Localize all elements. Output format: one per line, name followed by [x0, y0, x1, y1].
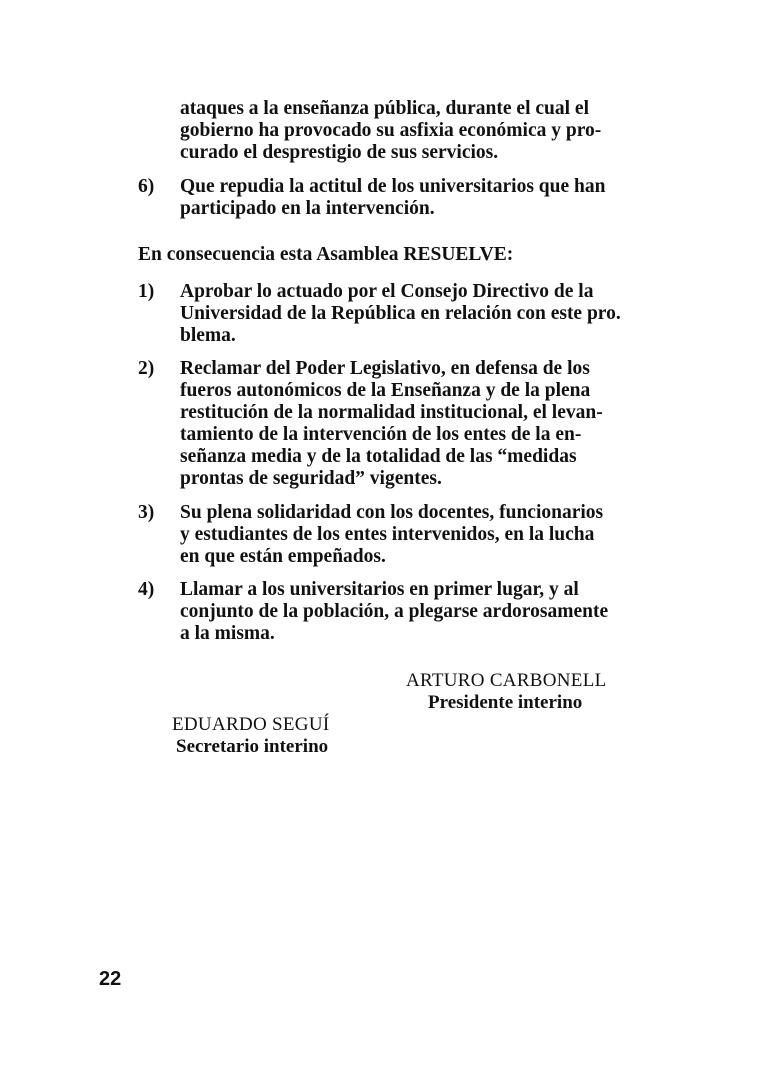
item-body	[180, 281, 661, 347]
text-line: blema.	[180, 325, 236, 346]
continuation-paragraph	[180, 98, 661, 164]
text-line: Universidad de la República en relación con este pro.	[180, 303, 621, 324]
text-line: Llamar a los universitarios en primer lugar, y al	[180, 579, 579, 600]
resolution-2	[138, 358, 661, 490]
secretary-role: Secretario interino	[176, 736, 329, 757]
item-body	[180, 176, 661, 220]
president-name: ARTURO CARBONELL	[406, 670, 607, 691]
text-line: Aprobar lo actuado por el Consejo Directivo de la	[180, 281, 594, 302]
text-line: fueros autonómicos de la Enseñanza y de la plena	[180, 380, 591, 401]
text-line: y estudiantes de los entes intervenidos, en la lucha	[180, 524, 595, 545]
item-body	[180, 502, 661, 568]
item-number: 4)	[138, 579, 155, 600]
item-number: 1)	[138, 281, 155, 302]
text-line: tamiento de la intervención de los entes de la en-	[180, 424, 582, 445]
resolution-4	[138, 579, 661, 645]
secretary-name: EDUARDO SEGUÍ	[172, 714, 330, 735]
text-line: señanza media y de la totalidad de las “medidas	[180, 446, 577, 467]
text-line: restitución de la normalidad institucional, el levan-	[180, 402, 603, 423]
item-number: 2)	[138, 358, 155, 379]
text-line: a la misma.	[180, 623, 275, 644]
text-line: Su plena solidaridad con los docentes, funcionarios	[180, 502, 604, 523]
text-line: Que repudia la actitul de los universitarios que han	[180, 176, 606, 197]
item-body	[180, 579, 661, 645]
resolution-1	[138, 281, 661, 347]
secretary-signature	[172, 714, 382, 758]
president-signature	[406, 670, 636, 714]
resolution-3	[138, 502, 661, 568]
text-line: Reclamar del Poder Legislativo, en defensa de los	[180, 358, 590, 379]
text-line: ataques a la enseñanza pública, durante el cual el	[180, 98, 589, 119]
text-line: en que están empeñados.	[180, 546, 386, 567]
text-line: prontas de seguridad” vigentes.	[180, 468, 442, 489]
page-number: 22	[99, 968, 122, 990]
item-body	[180, 358, 661, 490]
text-line: gobierno ha provocado su asfixia económica y pro-	[180, 120, 602, 141]
considerando-6	[138, 176, 661, 220]
item-number: 6)	[138, 176, 155, 197]
item-number: 3)	[138, 502, 155, 523]
text-line: conjunto de la población, a plegarse ardorosamente	[180, 601, 609, 622]
president-role: Presidente interino	[428, 692, 583, 713]
text-line: curado el desprestigio de sus servicios.	[180, 142, 499, 163]
resuelve-heading: En consecuencia esta Asamblea RESUELVE:	[138, 244, 514, 265]
text-line: participado en la intervención.	[180, 198, 435, 219]
